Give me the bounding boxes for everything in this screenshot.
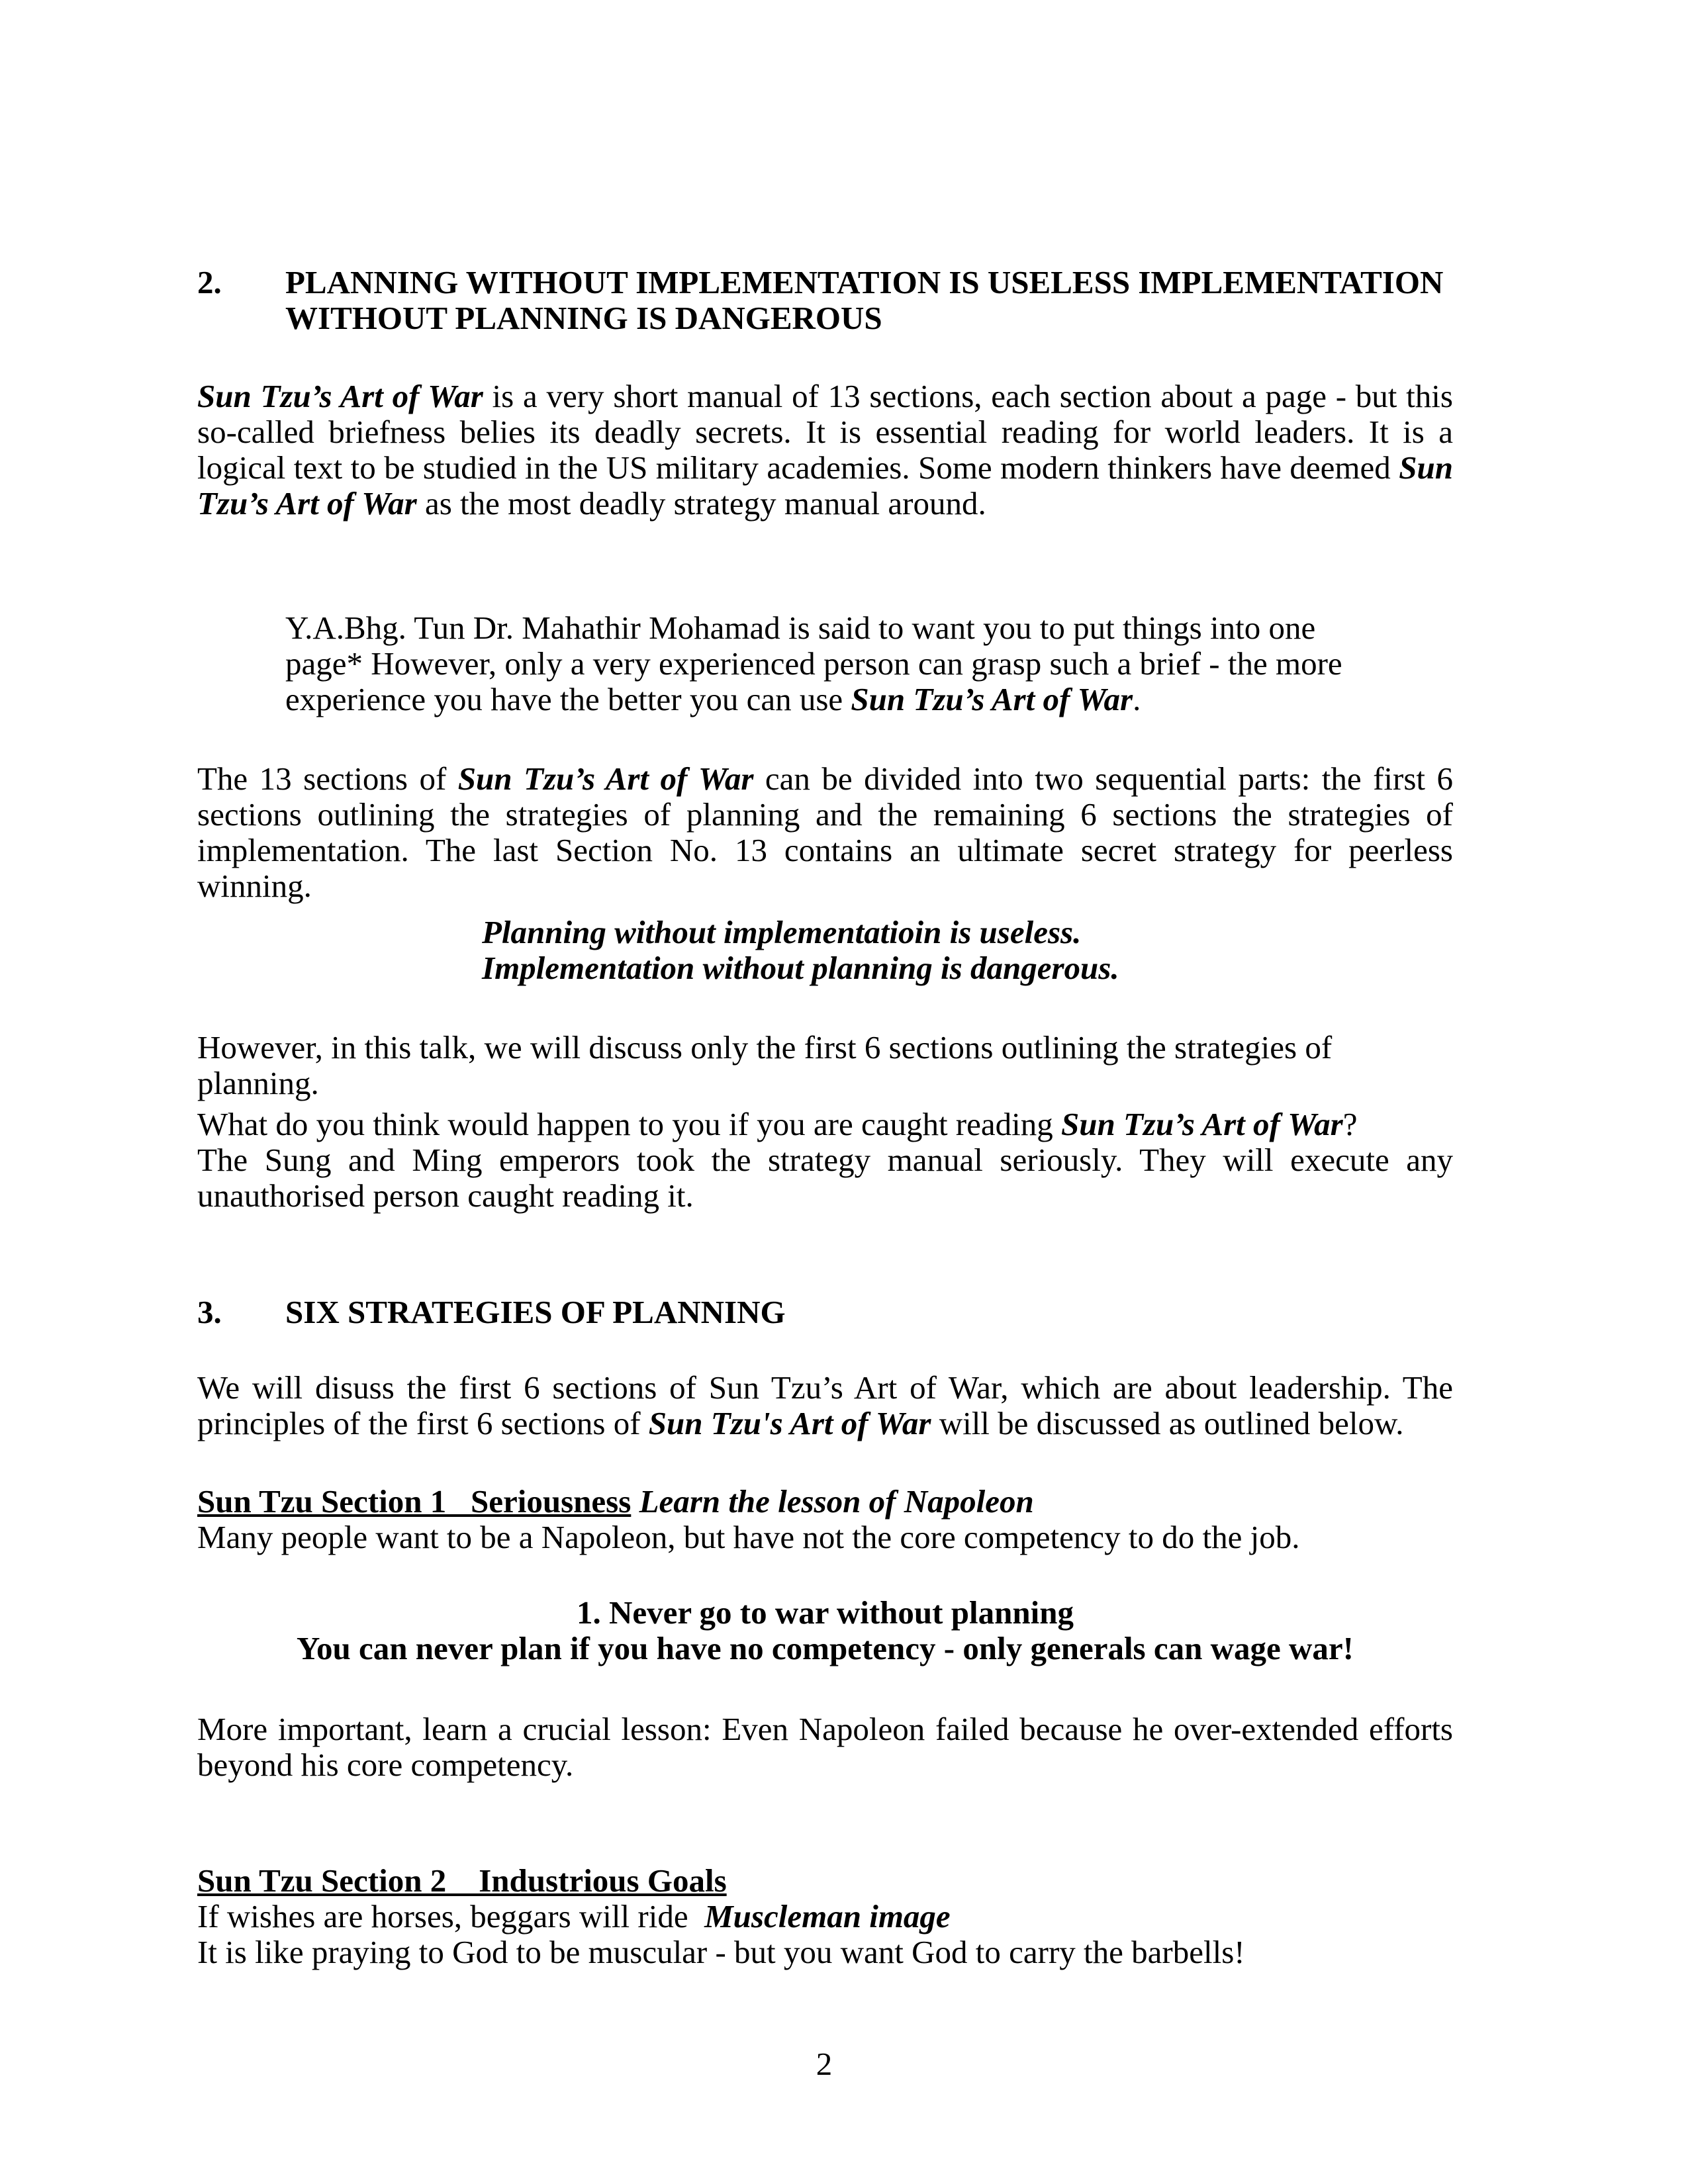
section-3-intro [197,1370,1453,1441]
motto-line: Implementation without planning is dangerous. [482,950,1119,986]
section-2-heading [197,265,1453,336]
subsection-heading: Sun Tzu Section 2 Industrious Goals [197,1862,727,1899]
rule-line: You can never plan if you have no competency - only generals can wage war! [297,1630,1354,1666]
book-title: Sun Tzu’s Art of War [851,681,1133,717]
motto-line: Planning without implementatioin is useless. [482,914,1082,950]
sun-tzu-section-1 [197,1484,1453,1555]
section-title-line-1: PLANNING WITHOUT IMPLEMENTATION IS USELESS IMPLEMENTATION [285,264,1444,300]
reading-paragraph [197,1107,1453,1214]
section-3-heading [197,1295,1453,1330]
sections-paragraph [197,761,1453,904]
subsection-subtitle: Learn the lesson of Napoleon [631,1483,1034,1520]
text-italic: Muscleman image [704,1898,951,1934]
quote-paragraph [285,610,1371,717]
page-number: 2 [816,2046,833,2082]
text: ? [1342,1106,1358,1142]
section-title: SIX STRATEGIES OF PLANNING [285,1294,786,1330]
text: is a very short manual of 13 sections, each section about a page - but this so-called briefness belies its deadly secrets. It is essential reading for world leaders. It is a logical text to be studied in the US military academies. Some modern thinkers have deemed [197,378,1453,486]
text: The Sung and Ming emperors took the strategy manual seriously. They will execute any unauthorised person caught reading it. [197,1142,1453,1214]
text: If wishes are horses, beggars will ride [197,1898,705,1934]
book-title: Sun Tzu’s Art of War [197,449,1453,522]
text: We will disuss the first 6 sections of Sun Tzu’s Art of War, which are about leadership. The principles of the first 6 sections of [197,1369,1453,1441]
book-title: Sun Tzu’s Art of War [457,760,754,797]
text: . [1133,681,1141,717]
book-title: Sun Tzu’s Art of War [197,378,483,414]
text: as the most deadly strategy manual around. [416,485,986,522]
section-number: 2. [197,264,222,300]
lesson-paragraph: More important, learn a crucial lesson: Even Napoleon failed because he over-extended efforts beyond his core competency. [197,1711,1453,1783]
intro-paragraph [197,379,1453,522]
subsection-heading: Sun Tzu Section 1 Seriousness [197,1483,632,1520]
book-title: Sun Tzu’s Art of War [1060,1106,1343,1142]
rule-1 [197,1595,1453,1666]
rule-line: 1. Never go to war without planning [577,1594,1074,1631]
book-title: Sun Tzu's Art of War [648,1405,931,1441]
section-number: 3. [197,1294,222,1330]
section-title-line-2: WITHOUT PLANNING IS DANGEROUS [285,300,882,336]
text: What do you think would happen to you if you are caught reading [197,1106,1061,1142]
text: can be divided into two sequential parts: the first 6 sections outlining the strategies of planning and the remaining 6 sections the strategies of implementation. The last Section No. 13 contains an ultimate secret strategy for peerless winning. [197,760,1453,904]
talk-scope-paragraph: However, in this talk, we will discuss only the first 6 sections outlining the strategies of planning. [197,1029,1333,1101]
sun-tzu-section-2 [197,1863,1453,1970]
motto [482,915,1276,986]
text: Many people want to be a Napoleon, but have not the core competency to do the job. [197,1519,1300,1555]
text: Y.A.Bhg. Tun Dr. Mahathir Mohamad is said to want you to put things into one page* However, only a very experienced person can grasp such a brief - the more experience you have the better you can use [285,610,1342,717]
text: The 13 sections of [197,760,458,797]
text: It is like praying to God to be muscular - but you want God to carry the barbells! [197,1934,1245,1970]
text: will be discussed as outlined below. [931,1405,1404,1441]
